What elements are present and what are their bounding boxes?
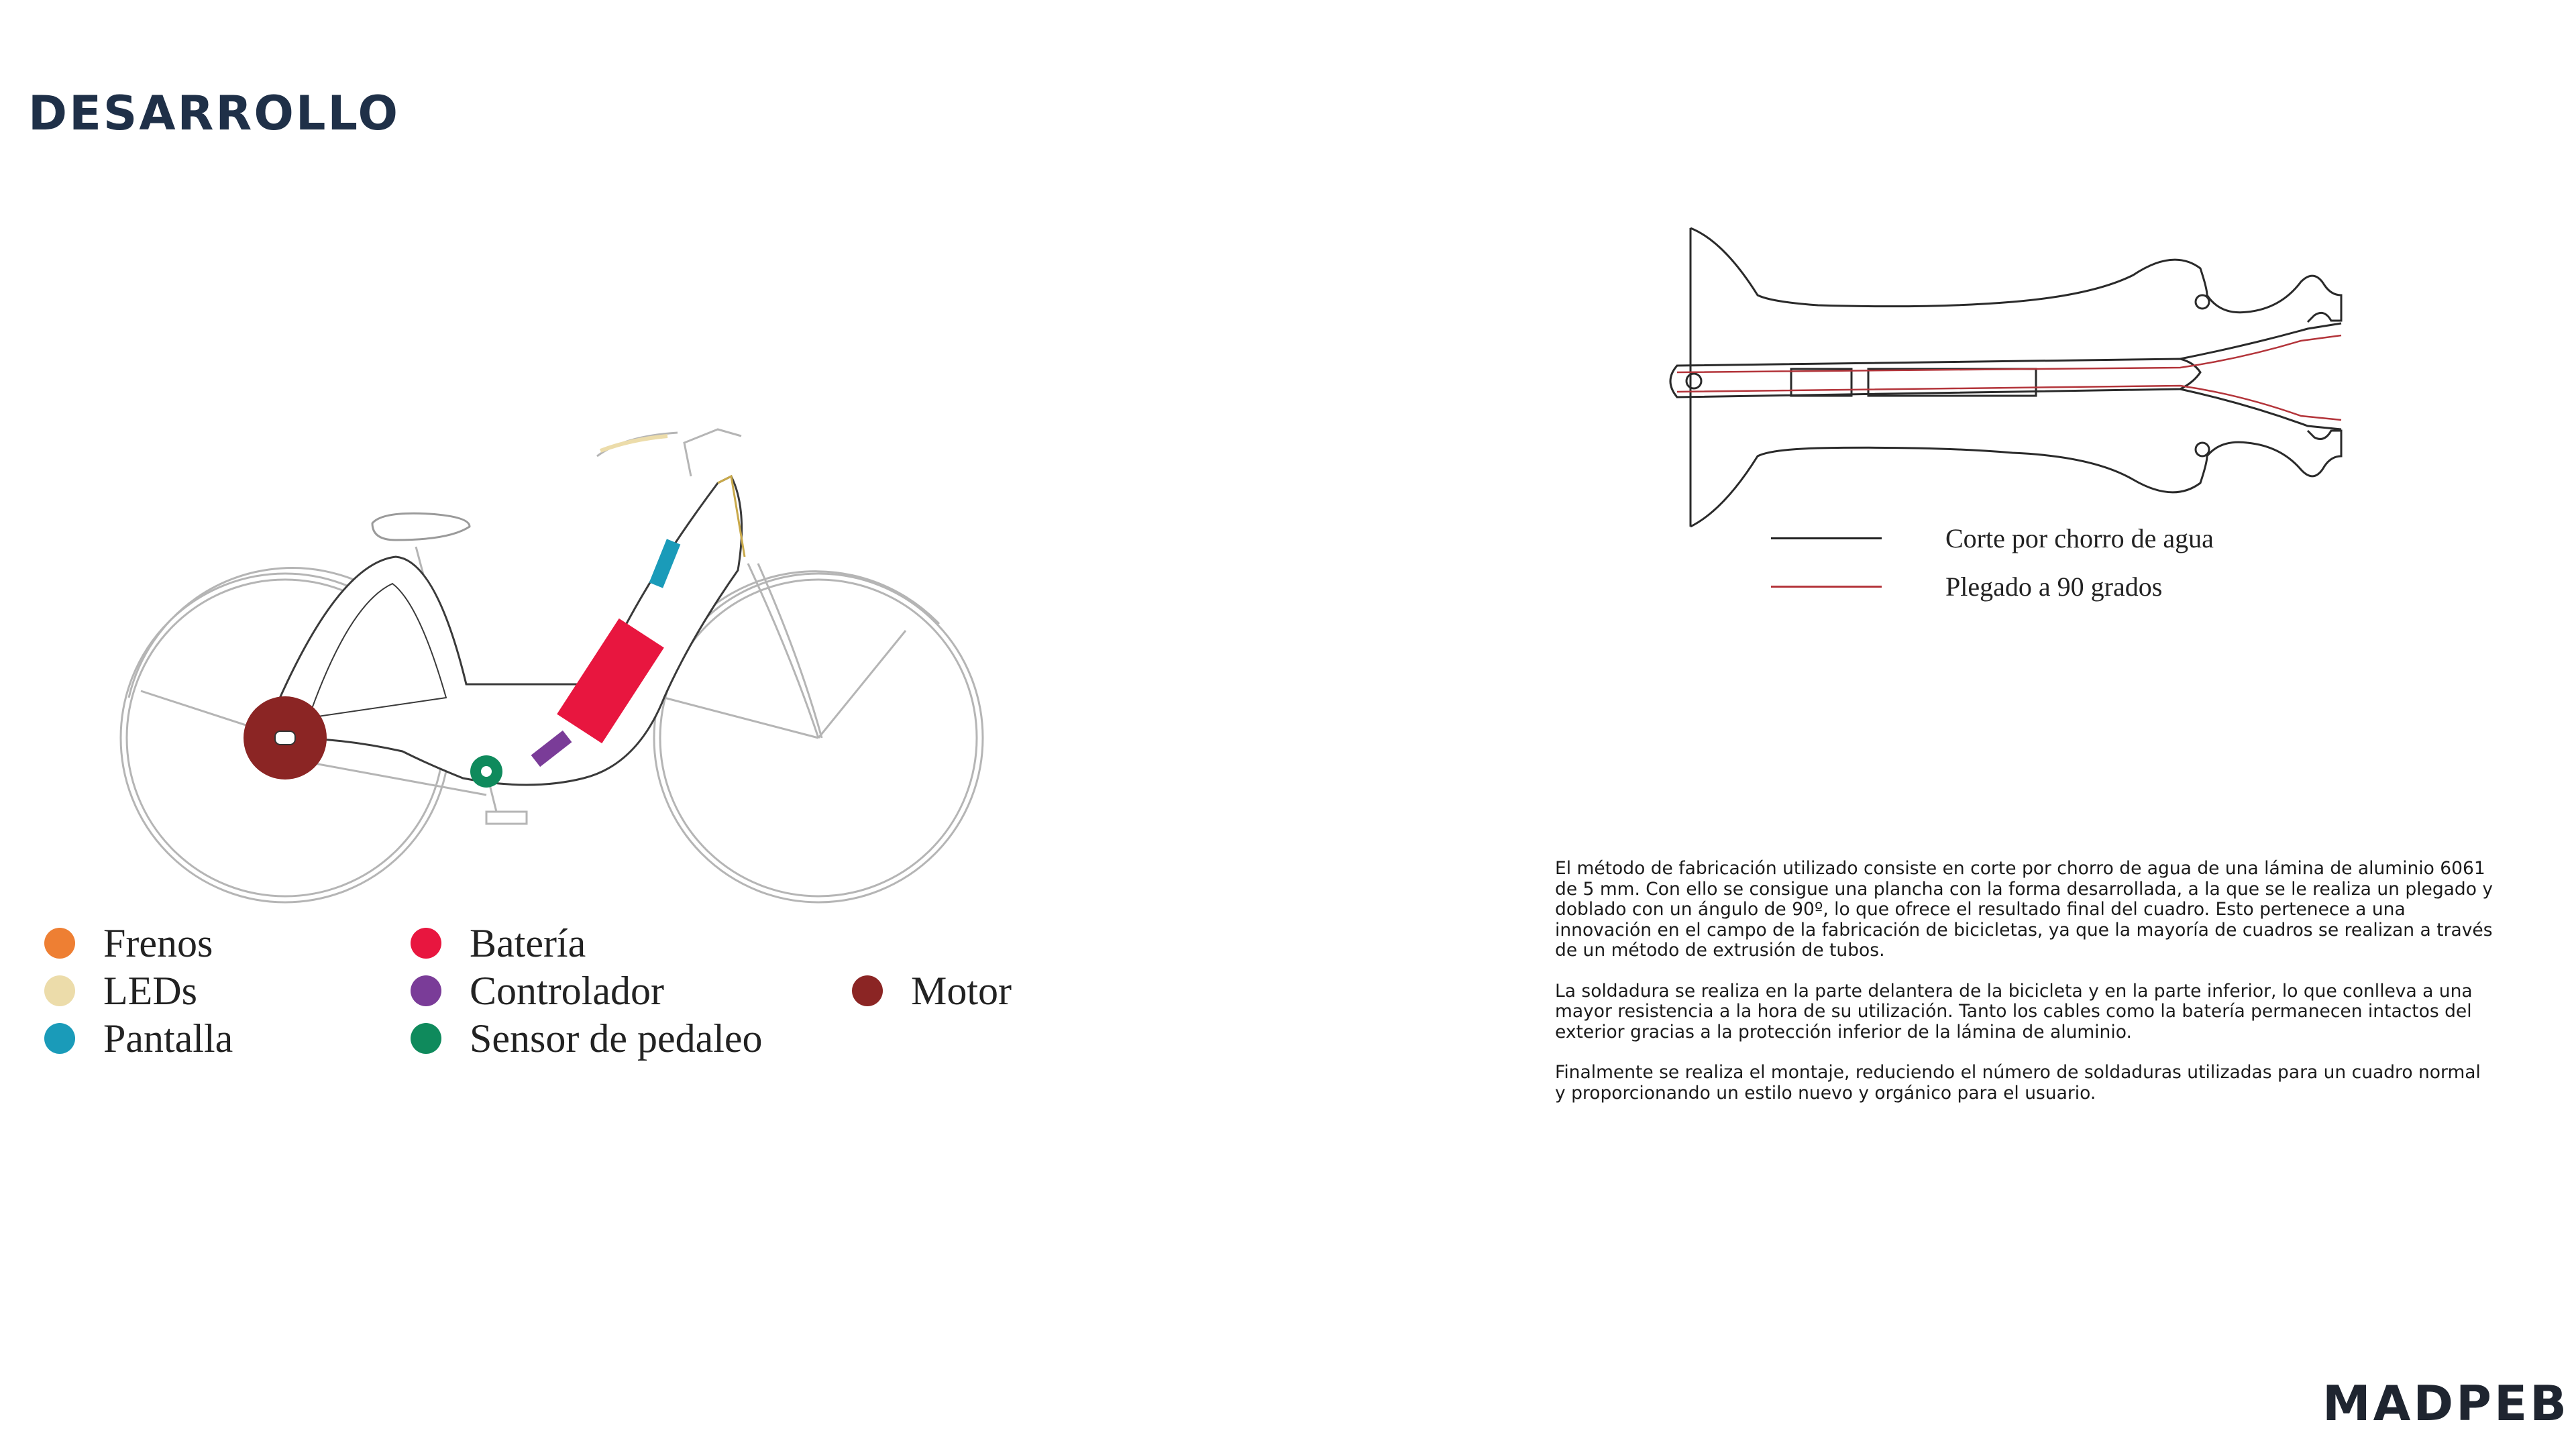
motor-color-dot bbox=[852, 975, 883, 1006]
sensor-de-pedaleo-color-dot bbox=[411, 1023, 441, 1054]
legend-label: Pantalla bbox=[103, 1016, 233, 1061]
paragraph-3: Finalmente se realiza el montaje, reduciendo el número de soldaduras utilizadas para un cuadro normal y proporcionando un estilo nuevo y orgánico para el usuario. bbox=[1555, 1062, 2481, 1104]
fold-line-swatch bbox=[1771, 586, 1882, 588]
paragraph-2: La soldadura se realiza en la parte delantera de la bicicleta y en la parte inferior, lo que conlleva a una mayor resistencia a la hora de su utilización. Tanto los cables como la batería permanecen intactos del exterior gracias a la protección inferior de la lámina de aluminio. bbox=[1555, 980, 2473, 1042]
legend-item-motor bbox=[852, 967, 1012, 1014]
legend-item-controlador bbox=[411, 967, 664, 1014]
frame-legend-cut bbox=[1771, 518, 2308, 558]
legend-item-leds bbox=[44, 967, 197, 1014]
description-text bbox=[1555, 859, 2494, 1124]
frame-legend-fold bbox=[1771, 566, 2308, 606]
legend-item-frenos bbox=[44, 920, 213, 967]
brand-logo: MADPEB bbox=[2322, 1375, 2569, 1432]
legend-label: Sensor de pedaleo bbox=[470, 1016, 763, 1061]
legend-label: Frenos bbox=[103, 920, 213, 965]
bicycle-illustration bbox=[114, 402, 1000, 912]
cut-line-swatch bbox=[1771, 537, 1882, 539]
legend-label: Batería bbox=[470, 920, 586, 965]
legend-label: Motor bbox=[911, 968, 1012, 1013]
legend-item-bateria bbox=[411, 920, 586, 967]
controlador-color-dot bbox=[411, 975, 441, 1006]
page-title: DESARROLLO bbox=[28, 86, 400, 141]
legend-item-pantalla bbox=[44, 1015, 233, 1062]
paragraph-1: El método de fabricación utilizado consiste en corte por chorro de agua de una lámina de aluminio 6061 de 5 mm. Con ello se consigue una plancha con la forma desarrollada, a la que se le realiza un plegado y doblado con un ángulo de 90º, lo que ofrece el resultado final del cuadro. Esto pertenece a una innovación en el campo de la fabricación de bicicletas, ya que la mayoría de cuadros se realizan a través de un método de extrusión de tubos. bbox=[1555, 858, 2493, 961]
unfolded-frame-drawing bbox=[1664, 221, 2402, 537]
pantalla-color-dot bbox=[44, 1023, 75, 1054]
frenos-color-dot bbox=[44, 928, 75, 959]
legend-label: LEDs bbox=[103, 968, 197, 1013]
legend-label: Controlador bbox=[470, 968, 664, 1013]
frame-legend-label: Corte por chorro de agua bbox=[1945, 523, 2214, 553]
legend-item-sensor-de-pedaleo bbox=[411, 1015, 763, 1062]
leds-color-dot bbox=[44, 975, 75, 1006]
frame-legend-label: Plegado a 90 grados bbox=[1945, 571, 2163, 602]
bateria-color-dot bbox=[411, 928, 441, 959]
